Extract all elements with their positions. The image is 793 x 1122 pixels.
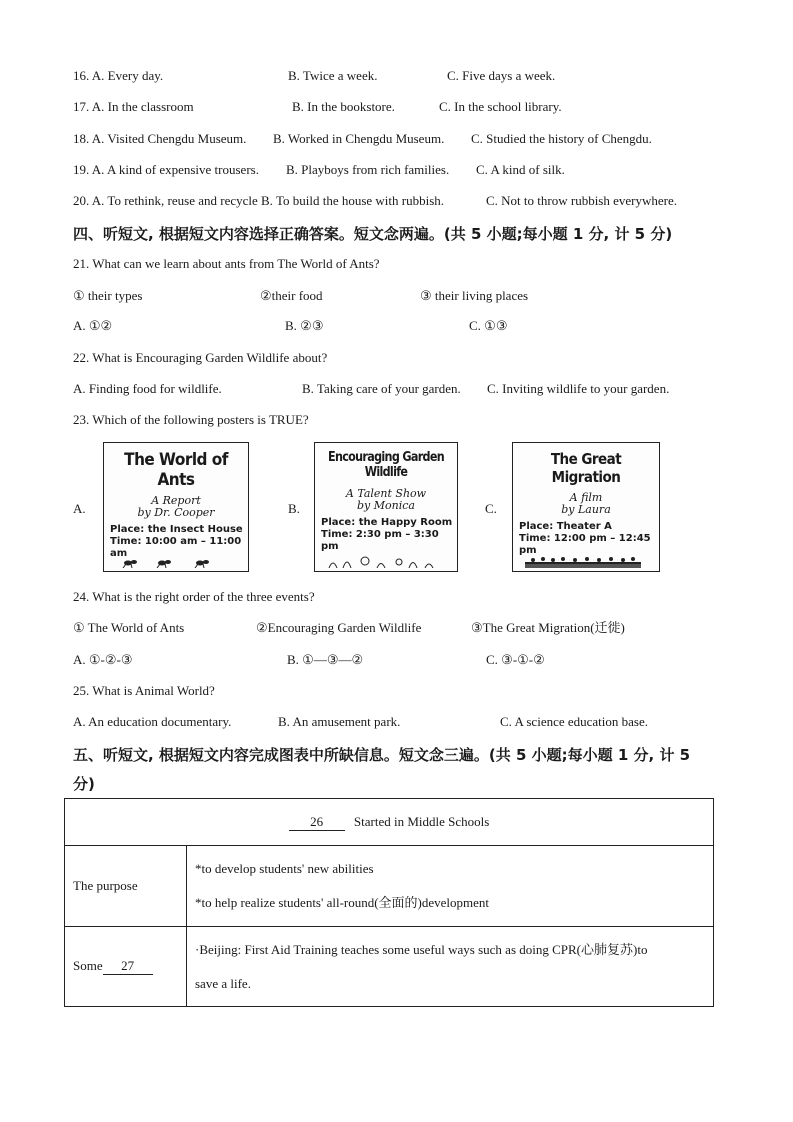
poster-world-of-ants — [103, 442, 249, 572]
poster-place: Place: the Insect House — [110, 524, 243, 535]
q24-item-1: ① The World of Ants — [73, 620, 185, 635]
q21-option-c: C. ①③ — [469, 318, 508, 333]
q24-item-3: ③The Great Migration(迁徙) — [471, 620, 625, 635]
q18-option-c: C. Studied the history of Chengdu. — [471, 131, 652, 146]
q21-item-3: ③ their living places — [420, 288, 529, 303]
q23-option-a-label: A. — [73, 501, 86, 516]
migration-herd-illustration — [523, 554, 643, 568]
q22-option-a: A. Finding food for wildlife. — [73, 381, 222, 396]
q25-stem: 25. What is Animal World? — [73, 683, 215, 698]
q17-option-b: B. In the bookstore. — [292, 99, 395, 114]
poster-time: Time: 2:30 pm – 3:30 pm — [321, 529, 439, 552]
poster-author: by Laura — [561, 503, 611, 516]
q24-option-b: B. ①—③—② — [287, 652, 364, 667]
q18-option-b: B. Worked in Chengdu Museum. — [273, 131, 445, 146]
some-line-2: save a life. — [195, 975, 251, 991]
poster-encouraging-garden-wildlife — [314, 442, 458, 572]
q16-option-c: C. Five days a week. — [447, 68, 556, 83]
q16-option-a: 16. A. Every day. — [73, 68, 164, 83]
q23-option-c-label: C. — [485, 501, 497, 516]
q19-option-c: C. A kind of silk. — [476, 162, 565, 177]
poster-place: Place: the Happy Room — [321, 517, 453, 528]
q16-option-b: B. Twice a week. — [288, 68, 378, 83]
blank-26: 26 — [289, 814, 345, 831]
poster-author: by Monica — [357, 499, 415, 512]
info-table — [64, 798, 714, 1007]
poster-title: Encouraging Garden Wildlife — [327, 450, 445, 480]
q21-option-a: A. ①② — [73, 318, 113, 333]
blank-27: 27 — [103, 958, 153, 975]
q24-item-2: ②Encouraging Garden Wildlife — [256, 620, 422, 635]
ants-illustration — [114, 554, 234, 568]
some-line-1: ·Beijing: First Aid Training teaches some useful ways such as doing CPR(心肺复苏)to — [195, 941, 648, 957]
q21-option-b: B. ②③ — [285, 318, 324, 333]
q21-item-1: ① their types — [73, 288, 143, 303]
q25-option-c: C. A science education base. — [500, 714, 649, 729]
q23-stem: 23. Which of the following posters is TRUE? — [73, 412, 309, 427]
row-some-content — [187, 927, 714, 1007]
q22-option-b: B. Taking care of your garden. — [302, 381, 461, 396]
q21-item-2: ②their food — [260, 288, 323, 303]
purpose-line-2: *to help realize students' all-round(全面的)development — [195, 895, 490, 910]
q22-option-c: C. Inviting wildlife to your garden. — [487, 381, 670, 396]
some-label-text: Some — [73, 958, 103, 973]
q24-stem: 24. What is the right order of the three events? — [73, 589, 315, 604]
q25-option-b: B. An amusement park. — [278, 714, 401, 729]
row-purpose-label: The purpose — [65, 846, 187, 927]
poster-time: Time: 10:00 am – 11:00 am — [110, 536, 242, 559]
q24-option-a: A. ①-②-③ — [73, 652, 133, 667]
poster-title: The World of Ants — [124, 450, 228, 490]
q20-option-ab: 20. A. To rethink, reuse and recycle B. To build the house with rubbish. — [73, 193, 445, 208]
q21-stem: 21. What can we learn about ants from The World of Ants? — [73, 256, 380, 271]
section-5-heading-line2: 分) — [73, 775, 95, 793]
q19-option-a: 19. A. A kind of expensive trousers. — [73, 162, 259, 177]
row-purpose-content — [187, 846, 714, 927]
garden-illustration — [325, 554, 445, 568]
q20-option-c: C. Not to throw rubbish everywhere. — [486, 193, 677, 208]
purpose-line-1: *to develop students' new abilities — [195, 861, 374, 876]
q19-option-b: B. Playboys from rich families. — [286, 162, 450, 177]
poster-place: Place: Theater A — [519, 521, 612, 532]
q17-option-c: C. In the school library. — [439, 99, 562, 114]
section-4-heading: 四、听短文, 根据短文内容选择正确答案。短文念两遍。(共 5 小题;每小题 1 分, 计 5 分) — [73, 225, 673, 243]
table-header-text: Started in Middle Schools — [353, 813, 490, 829]
table-header-cell — [65, 799, 714, 846]
poster-great-migration — [512, 442, 660, 572]
q24-option-c: C. ③-①-② — [486, 652, 545, 667]
row-some-label — [65, 927, 187, 1007]
q17-option-a: 17. A. In the classroom — [73, 99, 194, 114]
poster-subtitle: A Report — [151, 494, 201, 507]
poster-subtitle: A film — [569, 491, 603, 504]
poster-subtitle: A Talent Show — [345, 487, 427, 500]
q22-stem: 22. What is Encouraging Garden Wildlife about? — [73, 350, 328, 365]
poster-title: The Great Migration — [550, 450, 622, 486]
poster-author: by Dr. Cooper — [137, 506, 215, 519]
q18-option-a: 18. A. Visited Chengdu Museum. — [73, 131, 247, 146]
section-5-heading-line1: 五、听短文, 根据短文内容完成图表中所缺信息。短文念三遍。(共 5 小题;每小题 1 分, 计 5 — [73, 746, 691, 764]
q23-option-b-label: B. — [288, 501, 300, 516]
q25-option-a: A. An education documentary. — [73, 714, 232, 729]
poster-time: Time: 12:00 pm – 12:45 pm — [519, 533, 651, 556]
